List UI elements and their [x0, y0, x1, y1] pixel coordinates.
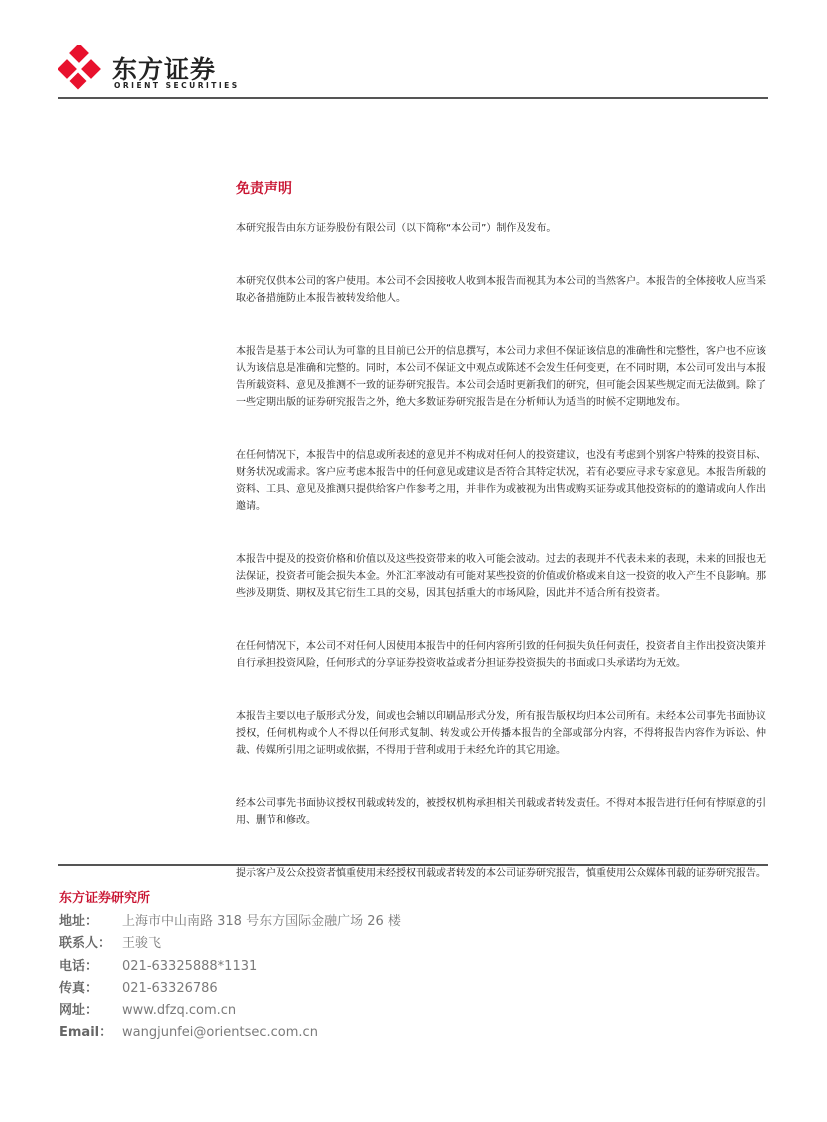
- orient-logo-icon: [58, 45, 104, 91]
- disclaimer-title: 免责声明: [236, 181, 292, 197]
- footer-divider: [58, 864, 768, 866]
- disclaimer-paragraph: 经本公司事先书面协议授权刊载或转发的，被授权机构承担相关刊载或者转发责任。不得对本报告进行任何有悖原意的引用、删节和修改。: [236, 798, 766, 826]
- contact-value: 上海市中山南路 318 号东方国际金融广场 26 楼: [122, 914, 401, 929]
- contact-value: 021-63325888*1131: [122, 958, 258, 974]
- logo-chinese-name: 东方证券: [112, 55, 217, 84]
- disclaimer-paragraph: 本研究仅供本公司的客户使用。本公司不会因接收人收到本报告而视其为本公司的当然客户。本报告的全体接收人应当采取必备措施防止本报告被转发给他人。: [236, 276, 766, 304]
- disclaimer-paragraph: 本报告是基于本公司认为可靠的且目前已公开的信息撰写，本公司力求但不保证该信息的准确性和完整性，客户也不应该认为该信息是准确和完整的。同时，本公司不保证文中观点或陈述不会发生任何变更，在不同时期，本公司可发出与本报告所载资料、意见及推测不一致的证券研究报告。本公司会适时更新我们的研究，但可能会因某些规定而无法做到。除了一些定期出版的证券研究报告之外，绝大多数证券研究报告是在分析师认为适当的时候不定期地发布。: [236, 346, 766, 408]
- contact-value: wangjunfei@orientsec.com.cn: [122, 1025, 318, 1041]
- disclaimer-paragraph: 本报告主要以电子版形式分发，间或也会辅以印刷品形式分发，所有报告版权均归本公司所有。未经本公司事先书面协议授权，任何机构或个人不得以任何形式复制、转发或公开传播本报告的全部或部分内容，不得将报告内容作为诉讼、仲裁、传媒所引用之证明或依据，不得用于营利或用于未经允许的其它用途。: [236, 711, 766, 756]
- contact-value: 王骏飞: [122, 936, 162, 952]
- disclaimer-paragraph: 本研究报告由东方证券股份有限公司（以下简称“本公司”）制作及发布。: [236, 223, 557, 234]
- disclaimer-paragraph: 本报告中提及的投资价格和价值以及这些投资带来的收入可能会波动。过去的表现并不代表未来的表现，未来的回报也无法保证，投资者可能会损失本金。外汇汇率波动有可能对某些投资的价值或价格或来自这一投资的收入产生不良影响。那些涉及期货、期权及其它衍生工具的交易，因其包括重大的市场风险，因此并不适合所有投资者。: [236, 554, 766, 599]
- disclaimer-paragraph: 提示客户及公众投资者慎重使用未经授权刊载或者转发的本公司证券研究报告，慎重使用公众媒体刊载的证券研究报告。: [236, 868, 766, 879]
- disclaimer-body: [236, 220, 766, 918]
- contact-label: 网址：: [59, 1003, 99, 1019]
- contact-value: www.dfzq.com.cn: [122, 1003, 237, 1019]
- contact-value: 021-63326786: [122, 980, 218, 996]
- disclaimer-paragraph: 在任何情况下，本公司不对任何人因使用本报告中的任何内容所引致的任何损失负任何责任，投资者自主作出投资决策并自行承担投资风险，任何形式的分享证券投资收益或者分担证券投资损失的书面或口头承诺均为无效。: [236, 641, 766, 669]
- institute-name: 东方证券研究所: [59, 891, 151, 906]
- contact-label: 联系人：: [59, 936, 112, 952]
- contact-label: 传真：: [59, 980, 99, 996]
- contact-label: Email：: [59, 1025, 113, 1041]
- logo-english-name: ORIENT SECURITIES: [114, 81, 240, 90]
- contact-label: 电话：: [59, 958, 99, 974]
- contact-label: 地址：: [59, 914, 99, 929]
- company-logo: [58, 45, 240, 95]
- header-divider: [58, 97, 768, 99]
- disclaimer-paragraph: 在任何情况下，本报告中的信息或所表述的意见并不构成对任何人的投资建议，也没有考虑到个别客户特殊的投资目标、财务状况或需求。客户应考虑本报告中的任何意见或建议是否符合其特定状况，若有必要应寻求专家意见。本报告所载的资料、工具、意见及推测只提供给客户作参考之用，并非作为或被视为出售或购买证券或其他投资标的的邀请或向人作出邀请。: [236, 450, 766, 512]
